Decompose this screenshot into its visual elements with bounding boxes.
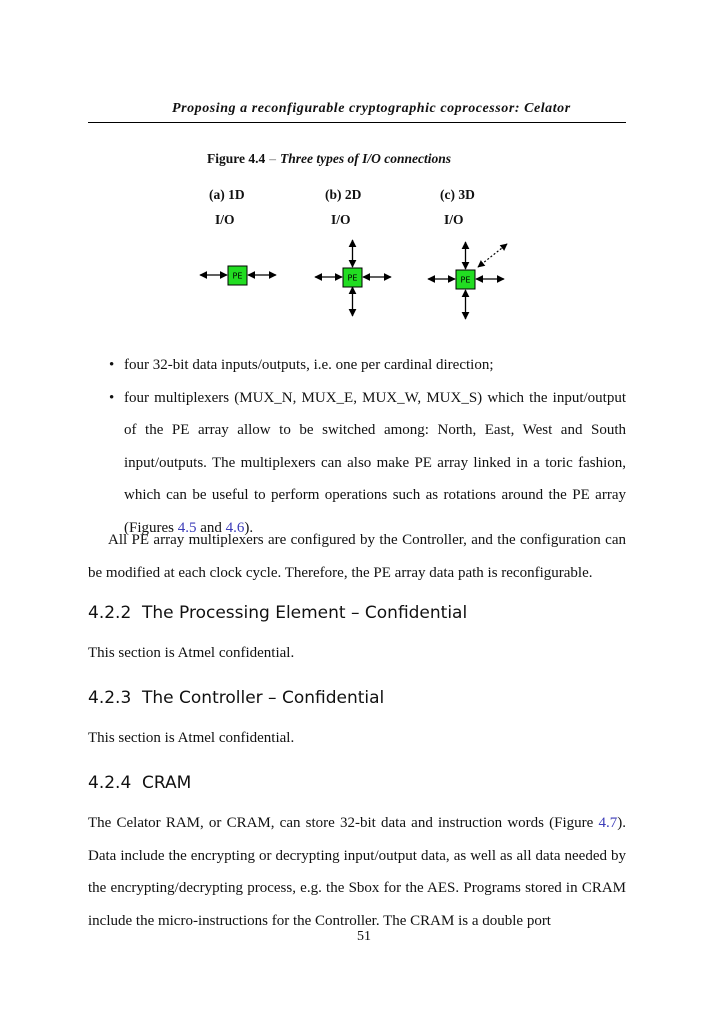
header-rule bbox=[88, 122, 626, 123]
figure-caption-text: Three types of I/O connections bbox=[280, 151, 451, 166]
section-number: 4.2.3 bbox=[88, 688, 132, 708]
section-body: This section is Atmel confidential. bbox=[88, 645, 295, 661]
panel-b-diagram bbox=[315, 240, 391, 316]
figure-number: Figure 4.4 bbox=[207, 151, 266, 166]
panel-a-label: (a) 1D bbox=[209, 187, 245, 202]
panel-a-diagram bbox=[200, 266, 276, 285]
bullet-text-mid: and bbox=[196, 519, 226, 536]
section-heading bbox=[88, 688, 384, 708]
bullet-list bbox=[106, 349, 626, 544]
figure-ref-link[interactable]: 4.7 bbox=[598, 815, 618, 831]
pe-label: PE bbox=[460, 275, 471, 285]
list-item bbox=[106, 382, 626, 545]
figure-ref-link[interactable]: 4.6 bbox=[225, 519, 245, 536]
bullet-text: four multiplexers (MUX_N, MUX_E, MUX_W, MUX_S) which the input/output of the PE array allow to be switched among: North, East, West and South input/outputs. The multiplexers can also make PE array linked in a toric fashion, which can be useful to perform operations such as rotations around the PE array (Figures bbox=[124, 389, 626, 536]
running-title: Proposing a reconfigurable cryptographic coprocessor: Celator bbox=[172, 101, 571, 116]
panel-a-io-label: I/O bbox=[215, 212, 235, 227]
cram-text: The Celator RAM, or CRAM, can store 32-bit data and instruction words (Figure bbox=[88, 815, 599, 831]
bullet-dot: • bbox=[109, 389, 115, 406]
config-paragraph: All PE array multiplexers are configured by the Controller, and the configuration can be modified at each clock cycle. Therefore, the PE array data path is reconfigurable. bbox=[88, 532, 626, 581]
panel-c-io-label: I/O bbox=[444, 212, 464, 227]
section-number: 4.2.2 bbox=[88, 603, 132, 623]
panel-b-io-label: I/O bbox=[331, 212, 351, 227]
section-body: This section is Atmel confidential. bbox=[88, 730, 295, 746]
depth-io-arrow bbox=[478, 244, 507, 267]
figure-ref-link[interactable]: 4.5 bbox=[177, 519, 197, 536]
panel-b-label: (b) 2D bbox=[325, 187, 362, 202]
bullet-text: four 32-bit data inputs/outputs, i.e. one per cardinal direction; bbox=[124, 357, 494, 373]
section-title: The Controller – Confidential bbox=[142, 688, 385, 708]
section-heading bbox=[88, 773, 191, 793]
cram-paragraph bbox=[88, 807, 626, 937]
pe-label: PE bbox=[232, 271, 243, 281]
section-heading bbox=[88, 603, 467, 623]
io-connections-figure bbox=[190, 238, 530, 330]
bullet-dot: • bbox=[109, 357, 115, 373]
panel-c-diagram bbox=[428, 242, 507, 319]
caption-dash: – bbox=[269, 151, 276, 166]
figure-caption bbox=[207, 151, 451, 167]
section-title: CRAM bbox=[142, 773, 192, 793]
list-item bbox=[106, 349, 626, 382]
pe-label: PE bbox=[347, 273, 358, 283]
section-title: The Processing Element – Confidential bbox=[142, 603, 468, 623]
panel-c-label: (c) 3D bbox=[440, 187, 475, 202]
page-number: 51 bbox=[357, 929, 371, 944]
bullet-text-end: ). bbox=[244, 519, 254, 536]
cram-text: ). Data include the encrypting or decrypting input/output data, as well as all data needed by the encrypting/decrypting process, e.g. the Sbox for the AES. Programs stored in CRAM include the micro-instructions for the Controller. The CRAM is a double port bbox=[88, 815, 626, 929]
section-number: 4.2.4 bbox=[88, 773, 132, 793]
